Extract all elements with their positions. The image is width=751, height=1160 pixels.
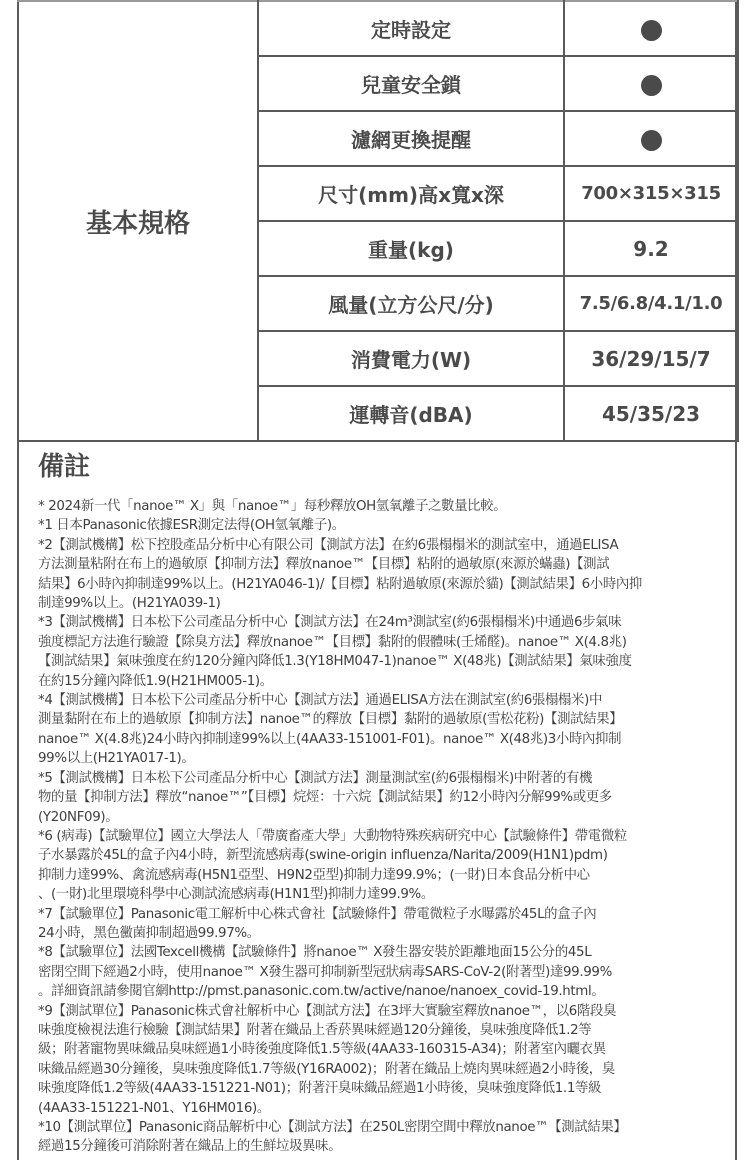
spec-value: 45/35/23 bbox=[564, 386, 738, 441]
spec-label: 兒童安全鎖 bbox=[258, 56, 564, 111]
spec-label: 風量(立方公尺/分) bbox=[258, 276, 564, 331]
note-line: *7【試驗單位】Panasonic電工解析中心株式會社【試驗條件】帶電微粒子水曝露於45L的盒子內 bbox=[38, 906, 597, 922]
spec-category: 基本規格 bbox=[18, 1, 258, 441]
note-line: 。詳細資訊請參閱官網http://pmst.panasonic.com.tw/active/nanoe/nanoex_covid-19.html。 bbox=[38, 984, 605, 1000]
note-line: *6 (病毒)【試驗單位】國立大學法人「帶廣畜產大學」大動物特殊疾病研究中心【試驗條件】帶電微粒 bbox=[38, 828, 627, 844]
spec-label: 定時設定 bbox=[258, 1, 564, 56]
note-line: 經過15分鐘後可消除附著在織品上的生鮮垃圾異味。 bbox=[38, 1139, 342, 1155]
spec-table bbox=[17, 0, 739, 442]
note-line: 結果】6小時內抑制達99%以上。(H21YA046-1)/【目標】粘附過敏原(來源於貓)【測試結果】6小時內抑 bbox=[38, 576, 642, 592]
spec-label: 重量(kg) bbox=[258, 221, 564, 276]
note-line: 在約15分鐘內降低1.9(H21HM005-1)。 bbox=[38, 673, 273, 689]
bullet-dot-icon bbox=[641, 75, 662, 96]
notes-title: 備註 bbox=[38, 452, 91, 482]
note-line: *3【測試機構】日本松下公司產品分析中心【測試方法】在24m³測試室(約6張榻榻米)中通過6步氣味 bbox=[38, 615, 622, 631]
note-line: 方法測量粘附在布上的過敏原【抑制方法】釋放nanoe™【目標】粘附的過敏原(來源於蟎蟲)【測試 bbox=[38, 557, 610, 573]
note-line: 強度標記方法進行驗證【除臭方法】釋放nanoe™【目標】黏附的假體味(壬烯醛)。nanoe™ X(4.8兆) bbox=[38, 634, 627, 650]
note-line: (Y20NF09)。 bbox=[38, 809, 119, 825]
note-line: *1 日本Panasonic依據ESR測定法得(OH氫氧離子)。 bbox=[38, 518, 345, 534]
note-line: *2【測試機構】松下控股產品分析中心有限公司【測試方法】在約6張榻榻米的測試室中，通過ELISA bbox=[38, 537, 619, 553]
note-line: *10【測試單位】Panasonic商品解析中心【測試方法】在250L密閉空間中釋放nanoe™【測試結果】 bbox=[38, 1120, 627, 1135]
spec-label: 消費電力(W) bbox=[258, 331, 564, 386]
note-line: nanoe™ X(4.8兆)24小時內抑制達99%以上(4AA33-151001-F01)。nanoe™ X(48兆)3小時內抑制 bbox=[38, 731, 622, 747]
note-line: 密閉空間下經過2小時，使用nanoe™ X發生器可抑制新型冠狀病毒SARS-CoV-2(附著型)達99.99% bbox=[38, 964, 612, 980]
spec-label: 濾網更換提醒 bbox=[258, 111, 564, 166]
note-line: *8【試驗單位】法國Texcell機構【試驗條件】將nanoe™ X發生器安裝於距離地面15公分的45L bbox=[38, 945, 592, 961]
note-line: *4【測試機構】日本松下公司產品分析中心【測試方法】通過ELISA方法在測試室(約6張榻榻米)中 bbox=[38, 693, 603, 709]
note-line: 制達99%以上。(H21YA039-1) bbox=[38, 596, 221, 612]
note-line: 99%以上(H21YA017-1)。 bbox=[38, 751, 195, 767]
note-line: 味強度降低1.2等級(4AA33-151221-N01)；附著汗臭味織品經過1小時後，臭味強度降低1.1等級 bbox=[38, 1081, 602, 1097]
spec-label: 運轉音(dBA) bbox=[258, 386, 564, 441]
note-line: 子水暴露於45L的盒子內4小時，新型流感病毒(swine-origin influenza/Narita/2009(H1N1)pdm) bbox=[38, 848, 608, 864]
note-line: *9【測試單位】Panasonic株式會社解析中心【測試方法】在3坪大實驗室釋放nanoe™，以6階段臭 bbox=[38, 1003, 617, 1019]
note-line: (4AA33-151221-N01、Y16HM016)。 bbox=[38, 1100, 270, 1116]
note-line: 味強度檢視法進行檢驗【測試結果】附著在織品上香菸異味經過120分鐘後，臭味強度降低1.2等 bbox=[38, 1022, 592, 1038]
note-line: 24小時，黑色黴菌抑制超過99.97%。 bbox=[38, 925, 260, 941]
note-line: 抑制力達99%、禽流感病毒(H5N1亞型、H9N2亞型)抑制力達99.9%；(一財)日本食品分析中心 bbox=[38, 867, 590, 883]
note-line: * 2024新一代「nanoe™ X」與「nanoe™」每秒釋放OH氫氧離子之數量比較。 bbox=[38, 499, 507, 514]
note-line: 、(一財)北里環境科學中心測試流感病毒(H1N1型)抑制力達99.9%。 bbox=[38, 887, 434, 903]
notes-section bbox=[38, 447, 728, 1157]
note-line: 測量黏附在布上的過敏原【抑制方法】nanoe™的釋放【目標】黏附的過敏原(雪松花粉)【測試結果】 bbox=[38, 712, 623, 728]
spec-row bbox=[18, 1, 738, 56]
note-line: 味織品經過30分鐘後，臭味強度降低1.7等級(Y16RA002)；附著在織品上燒肉異味經過2小時後，臭 bbox=[38, 1061, 615, 1077]
notes-body bbox=[38, 497, 728, 1157]
note-line: *5【測試機構】日本松下公司產品分析中心【測試方法】測量測試室(約6張榻榻米)中附著的有機 bbox=[38, 770, 593, 786]
spec-value: 36/29/15/7 bbox=[564, 331, 738, 386]
note-line: 級；附著寵物異味織品臭味經過1小時後強度降低1.5等級(4AA33-160315-A34)；附著室內曬衣異 bbox=[38, 1042, 606, 1058]
note-line: 【測試結果】氣味強度在約120分鐘內降低1.3(Y18HM047-1)nanoe™ X(48兆)【測試結果】氣味強度 bbox=[38, 654, 632, 670]
spec-value: 700×315×315 bbox=[564, 166, 738, 221]
spec-value: 9.2 bbox=[564, 221, 738, 276]
spec-value bbox=[564, 1, 738, 56]
bullet-dot-icon bbox=[641, 130, 662, 151]
spec-label: 尺寸(mm)高x寬x深 bbox=[258, 166, 564, 221]
spec-value bbox=[564, 111, 738, 166]
note-line: 物的量【抑制方法】釋放“nanoe™”【目標】烷烴：十六烷【測試結果】約12小時內分解99%或更多 bbox=[38, 790, 612, 806]
spec-value bbox=[564, 56, 738, 111]
spec-value: 7.5/6.8/4.1/1.0 bbox=[564, 276, 738, 331]
bullet-dot-icon bbox=[641, 20, 662, 41]
